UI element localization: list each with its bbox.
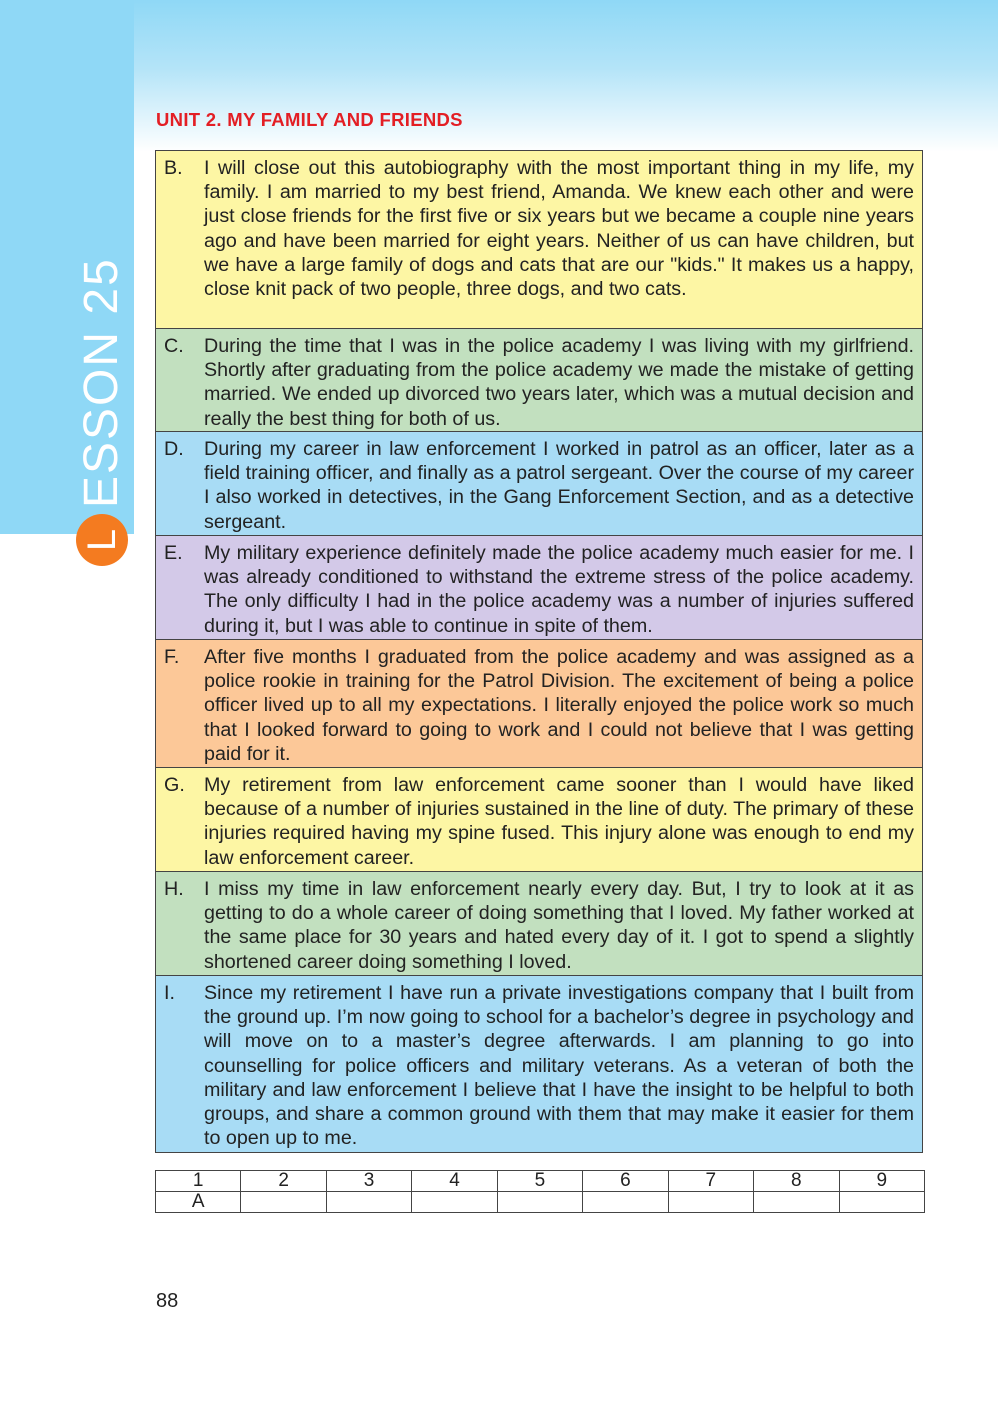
answer-table-answer-row [156, 1192, 925, 1213]
paragraph-item [156, 640, 922, 768]
page-number: 88 [156, 1290, 179, 1312]
answer-number-cell: 6 [583, 1171, 668, 1192]
paragraph-letter: C. [164, 335, 184, 357]
lesson-initial-badge: L [76, 514, 128, 566]
paragraph-letter: F. [164, 646, 180, 668]
paragraph-letter: I. [164, 982, 175, 1004]
paragraph-item [156, 151, 922, 329]
answer-number-cell: 7 [668, 1171, 753, 1192]
answer-number-cell: 1 [156, 1171, 241, 1192]
paragraph-text: My retirement from law enforcement came sooner than I would have liked because of a number of injuries sustained in the line of duty. The primary of these injuries required having my spine fused. This injury alone was enough to end my law enforcement career. [204, 774, 914, 869]
paragraph-letter: H. [164, 878, 184, 900]
paragraph-item [156, 432, 922, 536]
paragraph-text: During the time that I was in the police academy I was living with my girlfriend. Shortly after graduating from the police academy we made the mistake of getting married. We ended up divorced two years later, which was a mutual decision and really the best thing for both of us. [204, 335, 914, 430]
answer-table [155, 1170, 925, 1213]
answer-number-cell: 9 [839, 1171, 925, 1192]
answer-number-cell: 4 [412, 1171, 497, 1192]
paragraph-text: I will close out this autobiography with the most important thing in my life, my family. I am married to my best friend, Amanda. We knew each other and were just close friends for the first five or six years but we became a couple nine years ago and have been married for eight years. Neither of us can have children, but we have a large family of dogs and cats that are our "kids." It makes us a happy, close knit pack of two people, three dogs, and two cats. [204, 157, 914, 301]
paragraph-item [156, 768, 922, 872]
paragraph-text: I miss my time in law enforcement nearly every day. But, I try to look at it as getting to do a whole career of doing something that I loved. My father worked at the same place for 30 years and hated every day of it. I got to spend a slightly shortened career doing something I loved. [204, 878, 914, 973]
lesson-number-text: ESSON 25 [75, 257, 128, 508]
answer-cell[interactable] [668, 1192, 753, 1213]
answer-cell[interactable] [839, 1192, 925, 1213]
answer-cell[interactable]: A [156, 1192, 241, 1213]
answer-cell[interactable] [754, 1192, 839, 1213]
answer-cell[interactable] [583, 1192, 668, 1213]
paragraph-text: Since my retirement I have run a private investigations company that I built from the ground up. I’m now going to school for a bachelor’s degree in psychology and will move on to a master’s degree afterwards. I am planning to go into counselling for police officers and military veterans. As a veteran of both the military and law enforcement I believe that I have the insight to be helpful to both groups, and share a common ground with them that may make it easier for them to open up to me. [204, 982, 914, 1150]
paragraph-letter: G. [164, 774, 185, 796]
paragraph-item [156, 872, 922, 976]
paragraph-item [156, 976, 922, 1152]
answer-cell[interactable] [412, 1192, 497, 1213]
paragraph-item [156, 536, 922, 640]
unit-title: UNIT 2. MY FAMILY AND FRIENDS [156, 109, 463, 130]
paragraph-letter: B. [164, 157, 183, 179]
paragraph-item [156, 329, 922, 432]
answer-number-cell: 2 [241, 1171, 326, 1192]
paragraph-text: My military experience definitely made the police academy much easier for me. I was already conditioned to withstand the extreme stress of the police academy. The only difficulty I had in the police academy was a number of injuries suffered during it, but I was able to continue in spite of them. [204, 542, 914, 637]
answer-cell[interactable] [497, 1192, 582, 1213]
paragraph-list [155, 150, 923, 1153]
answer-cell[interactable] [326, 1192, 411, 1213]
paragraph-text: After five months I graduated from the police academy and was assigned as a police rookie in training for the Patrol Division. The excitement of being a police officer lived up to all my expectations. I literally enjoyed the police work so much that I looked forward to going to work and I could not believe that I was getting paid for it. [204, 646, 914, 765]
paragraph-letter: D. [164, 438, 184, 460]
paragraph-text: During my career in law enforcement I worked in patrol as an officer, later as a field training officer, and finally as a patrol sergeant. Over the course of my career I also worked in detectives, in the Gang Enforcement Section, and as a detective sergeant. [204, 438, 914, 533]
answer-number-cell: 5 [497, 1171, 582, 1192]
answer-cell[interactable] [241, 1192, 326, 1213]
answer-number-cell: 3 [326, 1171, 411, 1192]
paragraph-letter: E. [164, 542, 183, 564]
answer-table-number-row [156, 1171, 925, 1192]
lesson-label [76, 257, 128, 566]
answer-number-cell: 8 [754, 1171, 839, 1192]
